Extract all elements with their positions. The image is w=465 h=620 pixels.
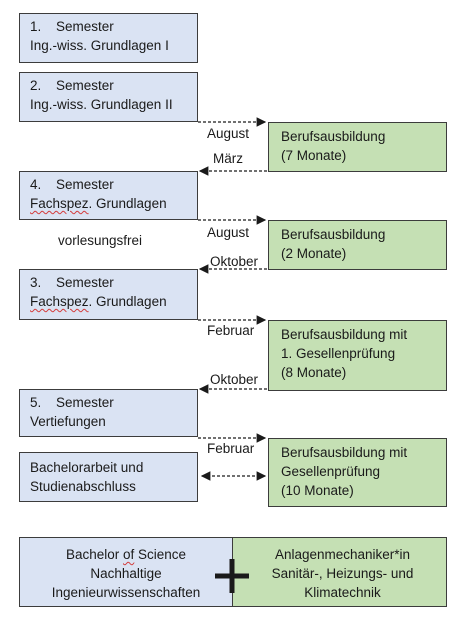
label-august-1: August [207,126,250,141]
semester-subtitle: Vertiefungen [30,414,106,429]
training-line3: (10 Monate) [281,483,354,498]
training-line2: (7 Monate) [281,148,347,163]
spellcheck-word: of [123,547,135,562]
semester-number: 5. [30,395,42,410]
semester-3-box [19,269,198,320]
semester-number: 1. [30,19,42,34]
trade-line3: Klimatechnik [304,585,381,600]
thesis-box [19,452,198,502]
label-vorlesungsfrei: vorlesungsfrei [58,233,143,248]
semester-subtitle: Ing.-wiss. Grundlagen I [30,38,169,53]
degree-line2: Nachhaltige [90,566,162,581]
training-line3: (8 Monate) [281,365,347,380]
label-oktober-1: Oktober [210,254,259,269]
label-februar-1: Februar [207,323,255,338]
semester-number: 2. [30,78,42,93]
label-maerz: März [213,151,243,166]
training-box-4 [268,438,447,507]
training-line2: Gesellenprüfung [281,464,381,479]
training-box-2 [268,220,447,270]
semester-1-box [19,13,198,63]
training-box-1 [268,122,447,172]
semester-number: 3. [30,275,42,290]
spellcheck-word: Fachspez [30,196,89,211]
semester-label: Semester [56,275,114,290]
semester-subtitle: Fachspez. Grundlagen [30,196,167,211]
semester-label: Semester [56,78,114,93]
training-box-3 [268,320,447,391]
training-line2: 1. Gesellenprüfung [281,346,396,361]
degree-text: Bachelor of Science Nachhaltige Ingenieurwissenschaften [19,545,233,602]
semester-4-box [19,171,198,220]
semester-2-box [19,72,198,122]
training-line1: Berufsausbildung mit [281,445,408,460]
trade-line1: Anlagenmechaniker*in [274,547,411,562]
semester-label: Semester [56,395,114,410]
semester-label: Semester [56,177,114,192]
plus-icon [215,559,249,593]
label-august-2: August [207,225,250,240]
semester-label: Semester [56,19,114,34]
semester-number: 4. [30,177,42,192]
trade-line2: Sanitär-, Heizungs- und [271,566,414,581]
trade-text [238,545,447,602]
training-line1: Berufsausbildung mit [281,327,408,342]
training-line2: (2 Monate) [281,246,347,261]
semester-subtitle: Ing.-wiss. Grundlagen II [30,97,173,112]
label-februar-2: Februar [207,441,255,456]
thesis-line2: Studienabschluss [30,479,136,494]
label-oktober-2: Oktober [210,372,259,387]
semester-subtitle: Fachspez. Grundlagen [30,294,167,309]
spellcheck-word: Fachspez [30,294,89,309]
training-line1: Berufsausbildung [281,227,386,242]
training-line1: Berufsausbildung [281,129,386,144]
semester-5-box [19,389,198,437]
thesis-line1: Bachelorarbeit und [30,460,144,475]
degree-line3: Ingenieurwissenschaften [51,585,201,600]
